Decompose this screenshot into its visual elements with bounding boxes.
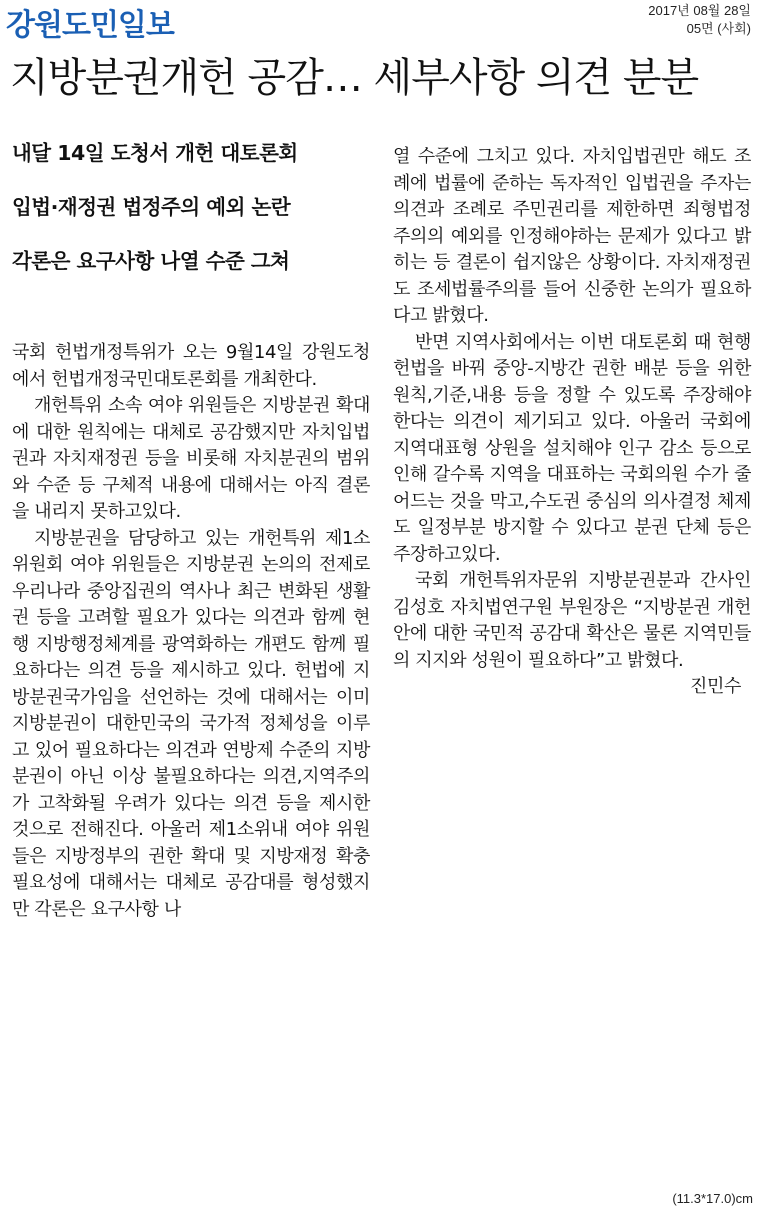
article-meta bbox=[648, 2, 751, 38]
paragraph: 열 수준에 그치고 있다. 자치입법권만 해도 조례에 법률에 준하는 독자적인 입법권을 주자는 의견과 조례로 주민권리를 제한하면 죄형법정주의의 예외를 인정해야하는 문제가 있다고 밝히는 등 결론이 쉽지않은 상황이다. 자치재정권도 조세법률주의를 들어 신중한 논의가 필요하다고 밝혔다. bbox=[393, 146, 751, 326]
subheadline: 입법·재정권 법정주의 예외 논란 bbox=[12, 195, 291, 219]
article-column-left bbox=[12, 340, 370, 923]
paragraph: 개헌특위 소속 여야 위원들은 지방분권 확대에 대한 원칙에는 대체로 공감했지만 자치입법권과 자치재정권 등을 비롯해 자치분권의 범위와 수준 등 구체적 내용에 대해서는 아직 결론을 내리지 못하고있다. bbox=[12, 395, 370, 522]
paragraph: 국회 헌법개정특위가 오는 9월14일 강원도청에서 헌법개정국민대토론회를 개최한다. bbox=[12, 342, 370, 390]
article-column-right bbox=[393, 144, 751, 701]
newspaper-logo: 강원도민일보 bbox=[6, 8, 174, 43]
subheadlines bbox=[12, 140, 372, 302]
byline: 진민수 bbox=[690, 676, 741, 697]
page-section: 05면 (사회) bbox=[686, 21, 751, 36]
publish-date: 2017년 08월 28일 bbox=[648, 3, 751, 18]
paragraph: 국회 개헌특위자문위 지방분권분과 간사인 김성호 자치법연구원 부원장은 “지방분권 개헌안에 대한 국민적 공감대 확산은 물론 지역민들의 지지와 성원이 필요하다”고 밝혔다. bbox=[393, 570, 751, 671]
headline: 지방분권개헌 공감… 세부사항 의견 분분 bbox=[10, 55, 699, 101]
paragraph: 지방분권을 담당하고 있는 개헌특위 제1소위원회 여야 위원들은 지방분권 논의의 전제로 우리나라 중앙집권의 역사나 최근 변화된 생활권 등을 고려할 필요가 있다는 의견과 함께 현행 지방행정체계를 광역화하는 개편도 함께 필요하다는 의견 등을 제시하고 있다. 헌법에 지방분권국가임을 선언하는 것에 대해서는 이미 지방분권이 대한민국의 국가적 정체성을 이루고 있어 필요하다는 의견과 연방제 수준의 지방분권이 아닌 이상 불필요하다는 의견,지역주의가 고착화될 우려가 있다는 의견 등을 제시한 것으로 전해진다. 아울러 제1소위내 여야 위원들은 지방정부의 권한 확대 및 지방재정 확충 필요성에 대해서는 대체로 공감대를 형성했지만 각론은 요구사항 나 bbox=[12, 527, 370, 920]
paragraph: 반면 지역사회에서는 이번 대토론회 때 현행 헌법을 바꿔 중앙-지방간 권한 배분 등을 위한 원칙,기준,내용 등을 정할 수 있도록 주장해야 한다는 의견이 제기되고 있다. 아울러 국회에 지역대표형 상원을 설치해야 인구 감소 등으로 인해 갈수록 지역을 대표하는 국회의원 수가 줄어드는 것을 막고,수도권 중심의 의사결정 체제도 일정부분 방지할 수 있다고 분권 단체 등은 주장하고있다. bbox=[393, 331, 751, 565]
subheadline: 내달 14일 도청서 개헌 대토론회 bbox=[12, 141, 298, 165]
subheadline: 각론은 요구사항 나열 수준 그쳐 bbox=[12, 249, 290, 273]
article-size-note: (11.3*17.0)cm bbox=[672, 1191, 753, 1206]
